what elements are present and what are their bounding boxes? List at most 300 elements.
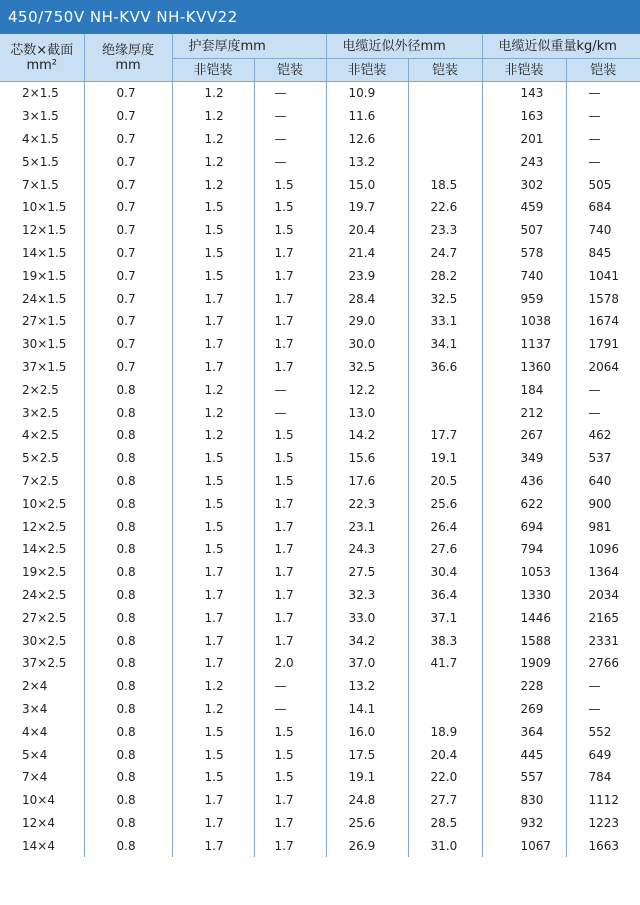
cell-spec: 7×2.5 [0,470,84,493]
cell-spec: 2×2.5 [0,378,84,401]
cell-weight-armored: 537 [588,451,612,466]
cell-diameter-unarmored: 11.6 [326,105,408,128]
cell-weight-armored: 1112 [588,793,620,808]
cell-diameter-armored [408,150,482,173]
cell-sheath-unarmored: 1.7 [172,629,254,652]
table-row [0,264,640,287]
cell-spec: 12×2.5 [0,515,84,538]
cell-diameter-unarmored: 25.6 [326,812,408,835]
cell-diameter-armored: 34.1 [408,333,482,356]
cell-diameter-armored: 37.1 [408,606,482,629]
cell-sheath-unarmored: 1.5 [172,219,254,242]
cell-diameter-unarmored: 12.6 [326,128,408,151]
cell-weight-unarmored: 694 [482,515,566,538]
cell-weight-armored: 649 [588,747,612,762]
cell-insulation: 0.7 [84,242,172,265]
table-row [0,196,640,219]
cell-sheath-unarmored: 1.2 [172,128,254,151]
cell-sheath-unarmored: 1.7 [172,606,254,629]
cell-sheath-unarmored: 1.2 [172,105,254,128]
cell-sheath-armored: — [254,378,326,401]
cell-diameter-armored: 38.3 [408,629,482,652]
cell-weight-unarmored: 1588 [482,629,566,652]
cell-spec: 4×4 [0,720,84,743]
cell-sheath-armored: 1.7 [254,812,326,835]
cell-weight-armored: 505 [588,177,612,192]
cell-sheath-armored: 1.5 [254,196,326,219]
cell-spec: 7×4 [0,766,84,789]
cell-diameter-armored: 20.5 [408,470,482,493]
table-row [0,105,640,128]
table-row [0,743,640,766]
cell-weight-unarmored: 1038 [482,310,566,333]
cell-weight-unarmored: 959 [482,287,566,310]
cell-sheath-unarmored: 1.5 [172,720,254,743]
cell-sheath-unarmored: 1.2 [172,173,254,196]
cell-weight-armored: 1578 [588,291,620,306]
cell-diameter-unarmored: 10.9 [326,82,408,105]
cell-diameter-unarmored: 30.0 [326,333,408,356]
cell-weight-armored: — [588,154,600,169]
cell-diameter-armored: 23.3 [408,219,482,242]
cell-diameter-armored: 20.4 [408,743,482,766]
cell-spec: 12×4 [0,812,84,835]
cell-diameter-armored [408,82,482,105]
header-spec [0,34,84,82]
cell-diameter-unarmored: 23.9 [326,264,408,287]
cell-sheath-unarmored: 1.5 [172,515,254,538]
table-row [0,470,640,493]
table-row [0,698,640,721]
header-weight-armored: 铠装 [566,59,640,82]
cell-spec: 10×2.5 [0,492,84,515]
cell-weight-unarmored: 364 [482,720,566,743]
cell-sheath-armored: 1.7 [254,356,326,379]
cell-spec: 10×4 [0,789,84,812]
cell-insulation: 0.8 [84,470,172,493]
cell-spec: 2×1.5 [0,82,84,105]
cell-weight-armored: 740 [588,223,612,238]
cell-sheath-armored: 1.5 [254,720,326,743]
cell-diameter-armored: 25.6 [408,492,482,515]
cell-weight-armored: 1041 [588,268,620,283]
table-row [0,401,640,424]
cell-weight-armored: — [588,382,600,397]
cell-weight-armored: — [588,109,600,124]
cell-sheath-armored: 2.0 [254,652,326,675]
cell-sheath-armored: 1.5 [254,743,326,766]
cell-insulation: 0.7 [84,196,172,219]
cell-weight-unarmored: 269 [482,698,566,721]
table-row [0,333,640,356]
header-diameter-unarmored: 非铠装 [326,59,408,82]
cell-diameter-armored: 41.7 [408,652,482,675]
cell-insulation: 0.8 [84,629,172,652]
cell-weight-armored: 845 [588,245,612,260]
cell-weight-unarmored: 1330 [482,584,566,607]
cell-spec: 27×1.5 [0,310,84,333]
cell-diameter-unarmored: 33.0 [326,606,408,629]
table-header [0,34,640,82]
cell-insulation: 0.8 [84,834,172,857]
table-row [0,720,640,743]
cell-sheath-unarmored: 1.2 [172,698,254,721]
cell-insulation: 0.8 [84,401,172,424]
cell-weight-unarmored: 1360 [482,356,566,379]
cell-weight-armored: 1674 [588,314,620,329]
cell-diameter-unarmored: 13.2 [326,150,408,173]
cell-spec: 19×1.5 [0,264,84,287]
cell-diameter-unarmored: 15.6 [326,447,408,470]
cell-sheath-unarmored: 1.7 [172,561,254,584]
cell-diameter-unarmored: 27.5 [326,561,408,584]
cell-insulation: 0.7 [84,287,172,310]
cell-sheath-armored: 1.7 [254,606,326,629]
cell-diameter-armored: 17.7 [408,424,482,447]
table-row [0,834,640,857]
cell-weight-unarmored: 143 [482,82,566,105]
cell-spec: 14×1.5 [0,242,84,265]
cell-diameter-armored: 18.5 [408,173,482,196]
cell-diameter-unarmored: 12.2 [326,378,408,401]
table-row [0,789,640,812]
cell-diameter-armored: 32.5 [408,287,482,310]
header-weight-unarmored: 非铠装 [482,59,566,82]
cell-sheath-armored: 1.7 [254,333,326,356]
cell-insulation: 0.8 [84,447,172,470]
cell-weight-armored: 684 [588,200,612,215]
cell-diameter-unarmored: 32.5 [326,356,408,379]
table-row [0,584,640,607]
cell-insulation: 0.7 [84,105,172,128]
header-diameter-armored: 铠装 [408,59,482,82]
cell-weight-armored: — [588,701,600,716]
cell-spec: 27×2.5 [0,606,84,629]
cell-insulation: 0.8 [84,766,172,789]
table-title: 450/750V NH-KVV NH-KVV22 [0,0,640,34]
cell-sheath-armored: 1.7 [254,287,326,310]
cell-weight-unarmored: 228 [482,675,566,698]
cell-diameter-armored [408,401,482,424]
cell-weight-unarmored: 445 [482,743,566,766]
cell-diameter-armored [408,675,482,698]
cell-insulation: 0.7 [84,264,172,287]
cell-spec: 24×2.5 [0,584,84,607]
cell-diameter-unarmored: 14.2 [326,424,408,447]
cell-diameter-unarmored: 19.7 [326,196,408,219]
cell-weight-unarmored: 267 [482,424,566,447]
cell-sheath-armored: 1.7 [254,242,326,265]
cell-diameter-armored: 27.7 [408,789,482,812]
cell-weight-unarmored: 212 [482,401,566,424]
cell-insulation: 0.8 [84,538,172,561]
cell-diameter-unarmored: 14.1 [326,698,408,721]
cell-spec: 3×4 [0,698,84,721]
cell-sheath-armored: 1.5 [254,173,326,196]
cell-diameter-unarmored: 23.1 [326,515,408,538]
cell-diameter-armored: 30.4 [408,561,482,584]
cell-spec: 2×4 [0,675,84,698]
cell-diameter-armored: 33.1 [408,310,482,333]
cell-weight-armored: — [588,679,600,694]
cell-weight-unarmored: 201 [482,128,566,151]
table-row [0,629,640,652]
cell-sheath-armored: — [254,401,326,424]
cell-weight-armored: 1096 [588,542,620,557]
cell-diameter-unarmored: 15.0 [326,173,408,196]
cell-sheath-unarmored: 1.5 [172,766,254,789]
cell-weight-unarmored: 302 [482,173,566,196]
cell-insulation: 0.8 [84,812,172,835]
cell-diameter-armored: 26.4 [408,515,482,538]
table-row [0,538,640,561]
cell-diameter-armored [408,378,482,401]
cell-diameter-unarmored: 29.0 [326,310,408,333]
cell-weight-armored: 2766 [588,656,620,671]
cell-weight-armored: — [588,86,600,101]
cell-insulation: 0.7 [84,82,172,105]
table-row [0,173,640,196]
table-row [0,515,640,538]
cell-weight-armored: 552 [588,724,612,739]
cell-insulation: 0.8 [84,698,172,721]
table-row [0,287,640,310]
cell-weight-unarmored: 1053 [482,561,566,584]
cell-sheath-armored: 1.7 [254,515,326,538]
cell-diameter-unarmored: 32.3 [326,584,408,607]
cell-diameter-unarmored: 24.8 [326,789,408,812]
table-row [0,447,640,470]
cell-insulation: 0.8 [84,492,172,515]
cell-diameter-unarmored: 13.2 [326,675,408,698]
cell-sheath-armored: — [254,150,326,173]
cell-spec: 37×2.5 [0,652,84,675]
cell-sheath-armored: 1.7 [254,629,326,652]
cell-weight-unarmored: 932 [482,812,566,835]
cell-insulation: 0.8 [84,584,172,607]
cell-weight-armored: — [588,131,600,146]
header-sheath-group: 护套厚度mm [172,34,326,59]
header-insulation [84,34,172,82]
cell-sheath-armored: 1.7 [254,789,326,812]
cell-spec: 30×1.5 [0,333,84,356]
cell-spec: 24×1.5 [0,287,84,310]
table-body [0,82,640,858]
table-row [0,675,640,698]
cell-weight-unarmored: 349 [482,447,566,470]
cell-sheath-unarmored: 1.5 [172,492,254,515]
cell-weight-armored: 1791 [588,337,620,352]
cell-insulation: 0.8 [84,606,172,629]
cell-insulation: 0.8 [84,515,172,538]
cell-insulation: 0.8 [84,743,172,766]
header-weight-group: 电缆近似重量kg/km [482,34,640,59]
cell-weight-unarmored: 163 [482,105,566,128]
cell-diameter-armored: 27.6 [408,538,482,561]
cell-sheath-armored: 1.7 [254,584,326,607]
table-row [0,310,640,333]
table-row [0,378,640,401]
cell-insulation: 0.7 [84,310,172,333]
table-row [0,766,640,789]
table-row [0,424,640,447]
table-row [0,242,640,265]
cell-spec: 4×1.5 [0,128,84,151]
cell-weight-armored: 900 [588,496,612,511]
cell-diameter-unarmored: 28.4 [326,287,408,310]
cell-diameter-unarmored: 26.9 [326,834,408,857]
table-row [0,219,640,242]
cell-diameter-unarmored: 21.4 [326,242,408,265]
cell-weight-armored: 1663 [588,838,620,853]
cell-sheath-unarmored: 1.2 [172,675,254,698]
cell-sheath-unarmored: 1.5 [172,242,254,265]
cell-insulation: 0.7 [84,333,172,356]
cell-weight-unarmored: 557 [482,766,566,789]
cell-diameter-armored [408,128,482,151]
cell-diameter-unarmored: 37.0 [326,652,408,675]
cell-sheath-unarmored: 1.7 [172,310,254,333]
cell-weight-unarmored: 243 [482,150,566,173]
cell-sheath-armored: 1.5 [254,424,326,447]
table-row [0,812,640,835]
cell-weight-unarmored: 740 [482,264,566,287]
cell-sheath-unarmored: 1.5 [172,196,254,219]
cell-sheath-unarmored: 1.5 [172,743,254,766]
cell-diameter-unarmored: 20.4 [326,219,408,242]
cell-weight-armored: 462 [588,428,612,443]
cell-diameter-unarmored: 19.1 [326,766,408,789]
cell-sheath-armored: 1.5 [254,470,326,493]
cell-insulation: 0.7 [84,128,172,151]
cell-insulation: 0.7 [84,150,172,173]
cell-sheath-armored: — [254,82,326,105]
cell-sheath-unarmored: 1.2 [172,82,254,105]
cell-sheath-unarmored: 1.7 [172,812,254,835]
cell-sheath-armored: 1.7 [254,834,326,857]
table-row [0,82,640,105]
cell-sheath-unarmored: 1.7 [172,834,254,857]
cell-spec: 10×1.5 [0,196,84,219]
cell-sheath-armored: — [254,698,326,721]
table-row [0,150,640,173]
cell-diameter-unarmored: 13.0 [326,401,408,424]
table-row [0,652,640,675]
cell-sheath-armored: 1.7 [254,264,326,287]
cell-insulation: 0.7 [84,219,172,242]
cell-sheath-unarmored: 1.5 [172,470,254,493]
cell-diameter-unarmored: 17.5 [326,743,408,766]
cell-diameter-armored: 22.0 [408,766,482,789]
cell-weight-unarmored: 1067 [482,834,566,857]
cell-sheath-armored: 1.7 [254,538,326,561]
cell-insulation: 0.8 [84,652,172,675]
cell-diameter-armored: 24.7 [408,242,482,265]
cell-weight-unarmored: 1137 [482,333,566,356]
cell-insulation: 0.7 [84,356,172,379]
cell-weight-unarmored: 459 [482,196,566,219]
cell-insulation: 0.8 [84,424,172,447]
cell-diameter-armored: 28.5 [408,812,482,835]
cell-weight-armored: 2331 [588,633,620,648]
cell-spec: 5×2.5 [0,447,84,470]
header-sheath-unarmored: 非铠装 [172,59,254,82]
cell-sheath-unarmored: 1.5 [172,264,254,287]
cell-sheath-unarmored: 1.2 [172,424,254,447]
cell-insulation: 0.8 [84,675,172,698]
cell-diameter-armored [408,105,482,128]
cell-weight-unarmored: 1909 [482,652,566,675]
cell-diameter-unarmored: 17.6 [326,470,408,493]
cell-sheath-armored: — [254,105,326,128]
cell-sheath-unarmored: 1.7 [172,789,254,812]
cell-diameter-armored: 36.6 [408,356,482,379]
cell-weight-unarmored: 507 [482,219,566,242]
cell-weight-unarmored: 830 [482,789,566,812]
cell-sheath-unarmored: 1.7 [172,652,254,675]
cell-weight-unarmored: 1446 [482,606,566,629]
cell-diameter-unarmored: 34.2 [326,629,408,652]
cell-diameter-armored: 28.2 [408,264,482,287]
cell-weight-unarmored: 622 [482,492,566,515]
cell-sheath-armored: 1.5 [254,219,326,242]
cell-spec: 3×2.5 [0,401,84,424]
cell-insulation: 0.8 [84,789,172,812]
cell-diameter-armored: 19.1 [408,447,482,470]
cell-sheath-armored: 1.5 [254,766,326,789]
cell-weight-armored: — [588,405,600,420]
cell-diameter-armored: 31.0 [408,834,482,857]
cable-spec-table [0,34,640,857]
cell-diameter-unarmored: 22.3 [326,492,408,515]
cell-spec: 4×2.5 [0,424,84,447]
cell-diameter-armored: 18.9 [408,720,482,743]
header-insulation-line2: mm [115,57,141,73]
cell-weight-unarmored: 794 [482,538,566,561]
header-sheath-armored: 铠装 [254,59,326,82]
header-insulation-line1: 绝缘厚度 [101,42,154,58]
cell-sheath-armored: 1.5 [254,447,326,470]
cell-spec: 5×4 [0,743,84,766]
cell-sheath-armored: 1.7 [254,561,326,584]
cell-weight-armored: 640 [588,473,612,488]
cell-weight-armored: 1364 [588,565,620,580]
cell-weight-unarmored: 436 [482,470,566,493]
cell-weight-armored: 784 [588,770,612,785]
cell-weight-armored: 2064 [588,359,620,374]
cell-sheath-armored: — [254,675,326,698]
cell-spec: 30×2.5 [0,629,84,652]
header-spec-line2: mm² [26,57,58,73]
cell-spec: 5×1.5 [0,150,84,173]
cell-insulation: 0.8 [84,378,172,401]
cell-weight-armored: 981 [588,519,612,534]
cell-spec: 7×1.5 [0,173,84,196]
cell-sheath-unarmored: 1.7 [172,287,254,310]
cell-sheath-unarmored: 1.5 [172,538,254,561]
cell-sheath-unarmored: 1.7 [172,333,254,356]
cell-spec: 12×1.5 [0,219,84,242]
cell-spec: 14×2.5 [0,538,84,561]
cell-diameter-unarmored: 24.3 [326,538,408,561]
cell-sheath-unarmored: 1.5 [172,447,254,470]
cell-diameter-armored: 36.4 [408,584,482,607]
cell-diameter-armored: 22.6 [408,196,482,219]
cell-spec: 37×1.5 [0,356,84,379]
table-row [0,561,640,584]
cell-sheath-armored: — [254,128,326,151]
table-row [0,356,640,379]
